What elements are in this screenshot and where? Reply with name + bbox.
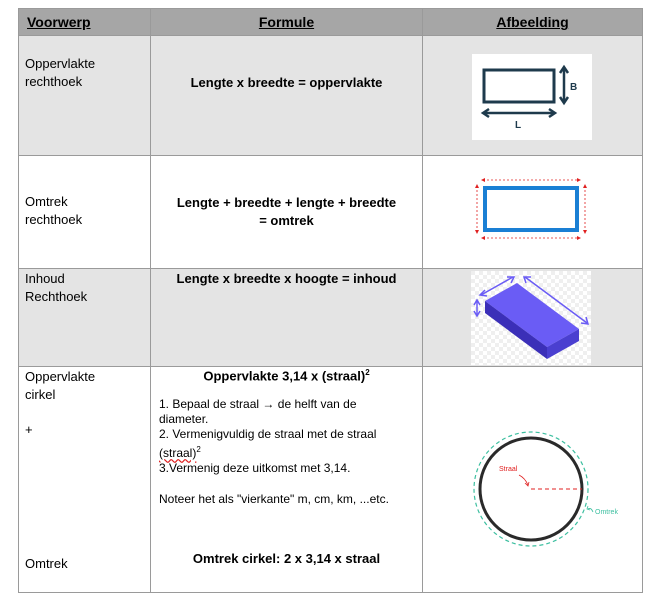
row2-formula-line1: Lengte + breedte + lengte + breedte [176, 195, 397, 210]
row4-formula-cell [151, 367, 423, 593]
row3-label-line2: Rechthoek [25, 289, 88, 304]
formula-table [18, 8, 643, 593]
row3-formula-cell [151, 269, 423, 367]
row4-formula-top [151, 367, 422, 383]
label-straal: Straal [499, 466, 518, 473]
header-row [19, 9, 643, 36]
row2-label-line1: Omtrek [25, 194, 68, 209]
step1 [159, 397, 416, 412]
row-inhoud-rechthoek [19, 269, 643, 367]
row2-label-line2: rechthoek [25, 212, 83, 227]
header-afbeelding: Afbeelding [423, 9, 643, 36]
row1-label [19, 36, 151, 156]
step2-straal: (straal) [159, 446, 197, 461]
row2-label [19, 156, 151, 269]
formula-top-text: Oppervlakte 3,14 x (straal) [203, 368, 366, 384]
row4-steps [151, 383, 422, 507]
cuboid-volume-diagram-icon [471, 271, 591, 365]
row2-formula-cell [151, 156, 423, 269]
row1-image-cell [423, 36, 643, 156]
step1-continued: diameter. [159, 412, 209, 427]
label-b: B [570, 82, 578, 93]
note: Noteer het als "vierkante" m, cm, km, ...etc. [159, 492, 389, 507]
rectangle-perimeter-diagram-icon [475, 174, 597, 250]
step3: 3.Vermenig deze uitkomst met 3,14. [159, 461, 351, 476]
row3-label [19, 269, 151, 367]
label-l: L [515, 120, 522, 131]
step1-text: 1. Bepaal de straal [159, 397, 260, 412]
row4-image-cell [423, 367, 643, 593]
row-omtrek-rechthoek [19, 156, 643, 269]
circle-radius-diagram-icon [449, 415, 639, 565]
row2-formula-line2: = omtrek [259, 213, 314, 228]
row4-plus: + [25, 422, 33, 437]
row1-formula: Lengte x breedte = oppervlakte [190, 75, 383, 90]
row4-label-line2: cirkel [25, 387, 56, 402]
row3-label-line1: Inhoud [25, 271, 65, 286]
row3-formula: Lengte x breedte x hoogte = inhoud [176, 271, 397, 286]
row4-label [19, 367, 151, 593]
row4-formula-bottom: Omtrek cirkel: 2 x 3,14 x straal [192, 551, 381, 566]
header-formule: Formule [151, 9, 423, 36]
formula-top-sup: 2 [365, 368, 370, 377]
arrow-right-icon: → [262, 397, 275, 412]
step2: 2. Vermenigvuldig de straal met de straal [159, 427, 377, 442]
row4-label-line1: Oppervlakte [25, 369, 96, 384]
row3-image-cell [423, 269, 643, 367]
step2-sup: 2 [196, 445, 201, 455]
step1-text-b: de helft van de [277, 397, 357, 412]
step2-continued [159, 442, 416, 461]
row-oppervlakte-rechthoek [19, 36, 643, 156]
row1-label-line1: Oppervlakte [25, 56, 96, 71]
header-voorwerp: Voorwerp [19, 9, 151, 36]
row1-formula-cell [151, 36, 423, 156]
row1-label-line2: rechthoek [25, 74, 83, 89]
label-omtrek: Omtrek [595, 509, 618, 516]
row-cirkel [19, 367, 643, 593]
rectangle-area-diagram-icon [472, 54, 592, 140]
row4-label-omtrek: Omtrek [25, 556, 68, 571]
row2-image-cell [423, 156, 643, 269]
